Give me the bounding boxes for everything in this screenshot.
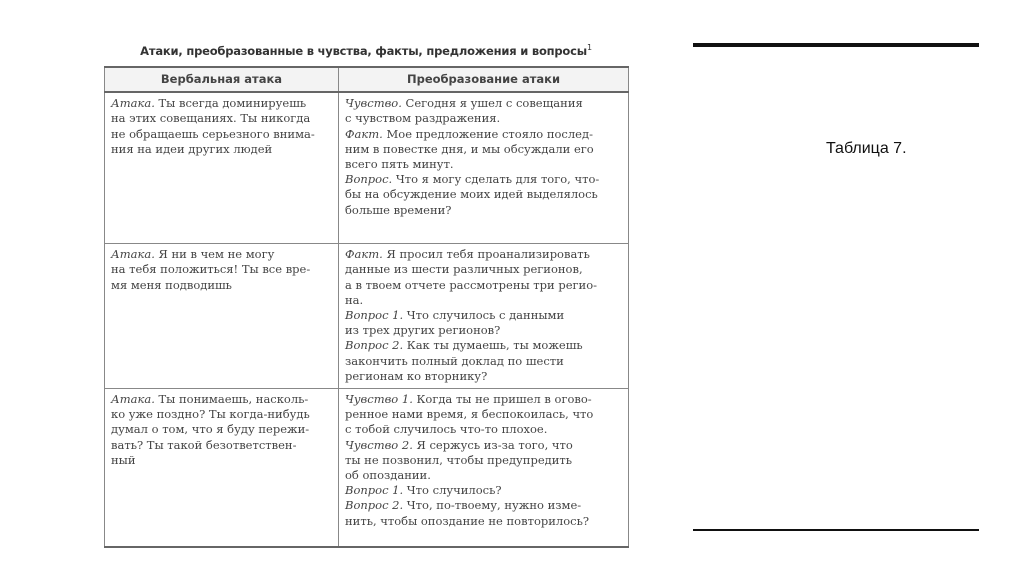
cell-line	[345, 438, 622, 453]
cell-line	[345, 369, 622, 384]
line-text: Что, по-твоему, нужно изме-	[403, 498, 582, 513]
line-text: Ты понимаешь, насколь-	[154, 392, 309, 407]
transformation-cell	[339, 92, 629, 244]
cell-line	[345, 392, 622, 407]
line-text: мя меня подводишь	[111, 277, 232, 292]
line-text: а в твоем отчете рассмотрены три регио-	[345, 277, 598, 292]
table-header-row	[105, 67, 629, 92]
cell-line	[345, 422, 622, 437]
line-text: Я сержусь из-за того, что	[412, 437, 573, 452]
bottom-divider	[693, 529, 979, 531]
line-text: на.	[345, 292, 364, 307]
cell-line	[345, 483, 622, 498]
cell-line	[111, 453, 332, 468]
verbal-attack-cell	[105, 92, 339, 244]
cell-line	[111, 278, 332, 293]
cell-line	[111, 96, 332, 111]
line-text: Что я могу сделать для того, что-	[392, 172, 600, 187]
line-label: Вопрос 2.	[345, 338, 404, 353]
line-text: закончить полный доклад по шести	[345, 353, 564, 368]
cell-line	[345, 157, 622, 172]
cell-line	[345, 203, 622, 218]
line-label: Атака.	[111, 96, 155, 111]
line-label: Вопрос.	[345, 172, 393, 187]
verbal-attack-cell	[105, 244, 339, 389]
cell-line	[111, 262, 332, 277]
line-label: Факт.	[345, 126, 383, 141]
line-label: Вопрос 1.	[345, 483, 404, 498]
line-label: Вопрос 2.	[345, 498, 404, 513]
line-text: Как ты думаешь, ты можешь	[403, 338, 583, 353]
cell-line	[345, 308, 622, 323]
line-text: Что случилось?	[403, 483, 502, 498]
cell-line	[345, 278, 622, 293]
line-label: Факт.	[345, 247, 383, 262]
cell-line	[345, 262, 622, 277]
cell-line	[345, 172, 622, 187]
cell-line	[111, 142, 332, 157]
cell-line	[345, 111, 622, 126]
header-verbal-attack: Вербальная атака	[105, 67, 339, 92]
line-label: Атака.	[111, 392, 155, 407]
line-text: думал о том, что я буду пережи-	[111, 422, 310, 437]
line-text: всего пять минут.	[345, 157, 454, 172]
cell-line	[111, 127, 332, 142]
line-label: Атака.	[111, 247, 155, 262]
line-text: ренное нами время, я беспокоилась, что	[345, 407, 594, 422]
line-label: Чувство 1.	[345, 392, 413, 407]
cell-line	[111, 422, 332, 437]
cell-line	[345, 293, 622, 308]
table-title	[104, 43, 628, 58]
line-text: из трех других регионов?	[345, 323, 501, 338]
line-text: ты не позвонил, чтобы предупредить	[345, 452, 573, 467]
line-text: больше времени?	[345, 202, 452, 217]
cell-line	[345, 187, 622, 202]
transformation-cell	[339, 389, 629, 548]
cell-line	[111, 111, 332, 126]
line-text: нить, чтобы опоздание не повторилось?	[345, 513, 589, 528]
line-text: ним в повестке дня, и мы обсуждали его	[345, 141, 594, 156]
attack-transformation-table	[104, 66, 629, 548]
cell-line	[111, 247, 332, 262]
line-text: Мое предложение стояло послед-	[382, 126, 593, 141]
table-title-text: Атаки, преобразованные в чувства, факты, предложения и вопросы	[140, 43, 587, 58]
cell-line	[345, 96, 622, 111]
line-text: данные из шести различных регионов,	[345, 262, 583, 277]
verbal-attack-cell	[105, 389, 339, 548]
top-divider	[693, 43, 979, 47]
line-label: Вопрос 1.	[345, 308, 404, 323]
table-row	[105, 389, 629, 548]
line-text: регионам ко вторнику?	[345, 368, 488, 383]
table-row	[105, 244, 629, 389]
line-text: на тебя положиться! Ты все вре-	[111, 262, 311, 277]
cell-line	[345, 338, 622, 353]
cell-line	[345, 323, 622, 338]
header-attack-transformation: Преобразование атаки	[339, 67, 629, 92]
line-text: ный	[111, 452, 136, 467]
cell-line	[111, 438, 332, 453]
line-text: Я просил тебя проанализировать	[382, 247, 590, 262]
cell-line	[111, 407, 332, 422]
cell-line	[345, 247, 622, 262]
line-text: ния на идеи других людей	[111, 141, 273, 156]
line-text: с тобой случилось что-то плохое.	[345, 422, 548, 437]
cell-line	[345, 514, 622, 529]
cell-line	[345, 468, 622, 483]
line-text: об опоздании.	[345, 468, 431, 483]
line-text: вать? Ты такой безответствен-	[111, 437, 297, 452]
cell-line	[345, 453, 622, 468]
line-text: с чувством раздражения.	[345, 111, 501, 126]
line-text: Что случилось с данными	[403, 308, 565, 323]
cell-line	[345, 407, 622, 422]
line-text: бы на обсуждение моих идей выделялось	[345, 187, 598, 202]
line-label: Чувство.	[345, 96, 402, 111]
cell-line	[111, 392, 332, 407]
line-text: на этих совещаниях. Ты никогда	[111, 111, 311, 126]
footnote-marker: 1	[586, 43, 592, 52]
line-text: Когда ты не пришел в огово-	[412, 392, 592, 407]
line-text: не обращаешь серьезного внима-	[111, 126, 315, 141]
line-text: Ты всегда доминируешь	[154, 96, 307, 111]
cell-line	[345, 354, 622, 369]
line-text: Сегодня я ушел с совещания	[401, 96, 583, 111]
cell-line	[345, 127, 622, 142]
cell-line	[345, 498, 622, 513]
cell-line	[345, 142, 622, 157]
line-text: ко уже поздно? Ты когда-нибудь	[111, 407, 310, 422]
slide-caption: Таблица 7.	[826, 140, 907, 157]
line-text: Я ни в чем не могу	[154, 247, 275, 262]
table-row	[105, 92, 629, 244]
line-label: Чувство 2.	[345, 437, 413, 452]
transformation-cell	[339, 244, 629, 389]
